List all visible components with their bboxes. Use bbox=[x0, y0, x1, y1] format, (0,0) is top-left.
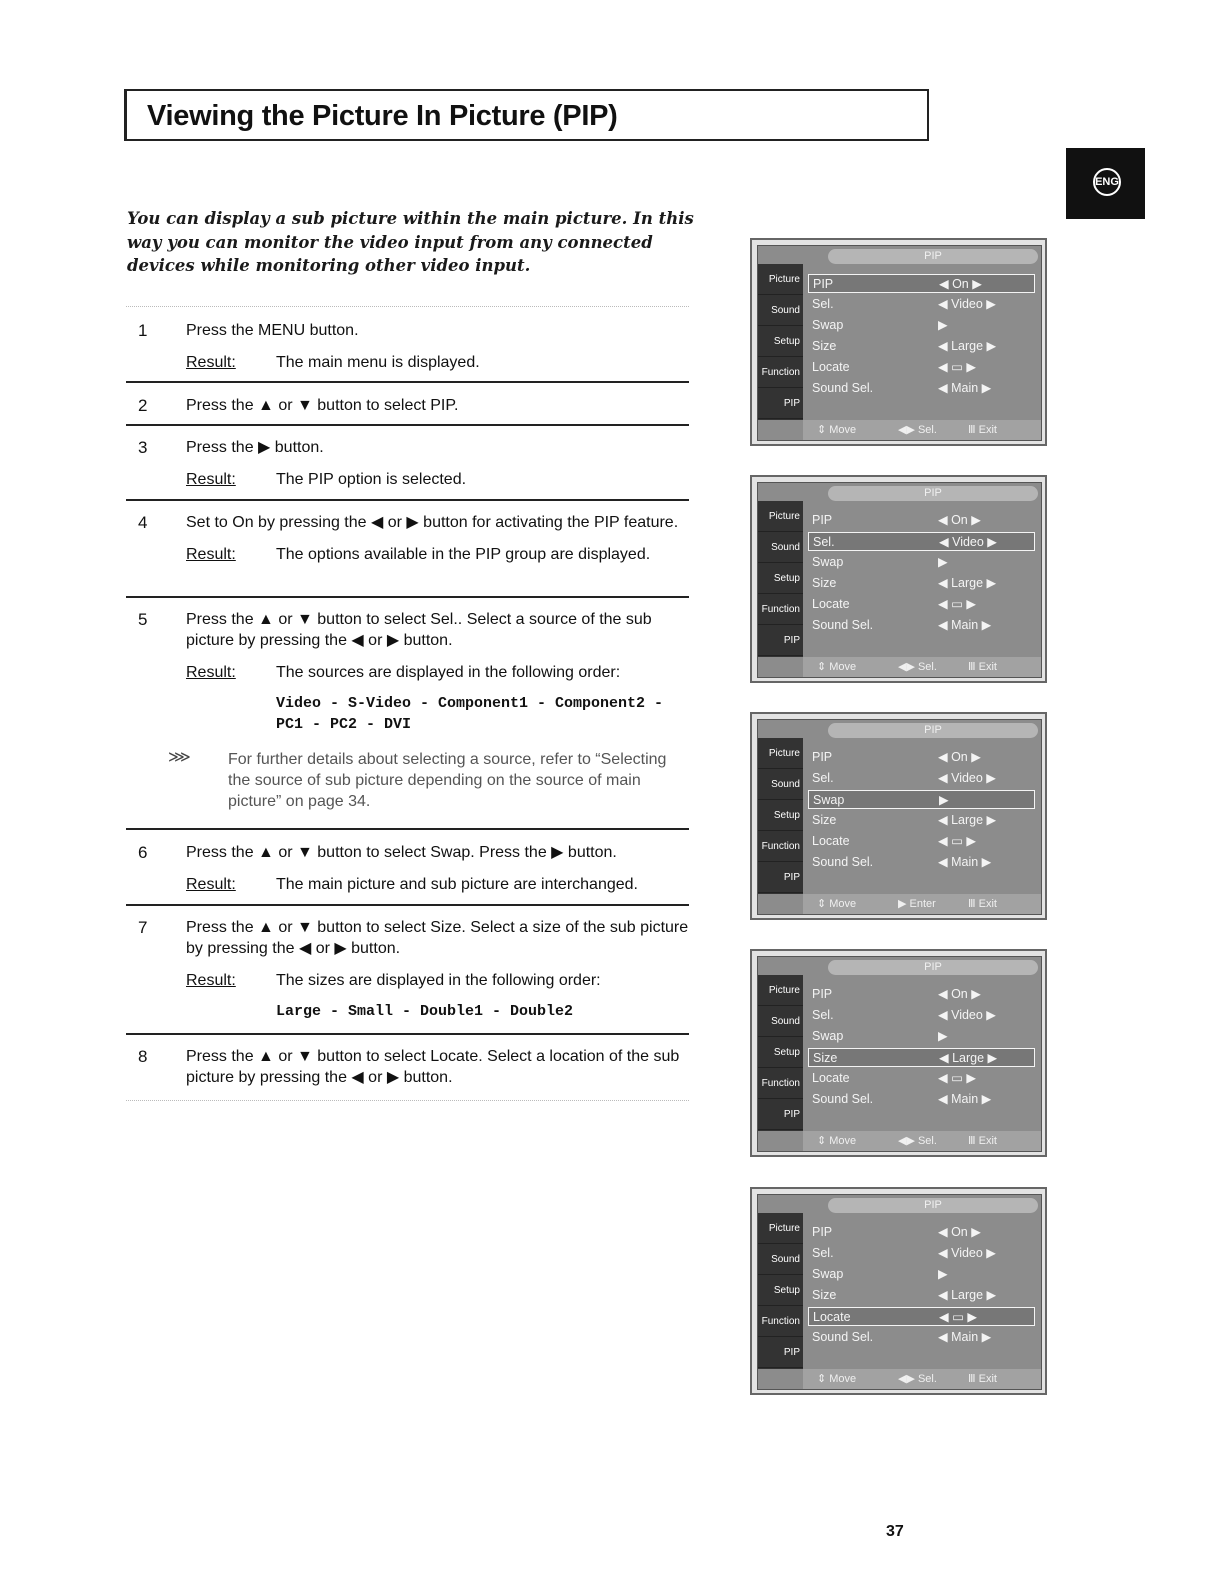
osd-row-label: Size bbox=[812, 576, 837, 590]
osd-menu-row bbox=[808, 511, 1035, 530]
osd-row-label: Locate bbox=[812, 597, 850, 611]
osd-help-item: Ⅲ Exit bbox=[968, 898, 997, 910]
osd-screenshot bbox=[750, 475, 1047, 683]
page-title: Viewing the Picture In Picture (PIP) bbox=[147, 100, 618, 132]
osd-side-tab: Picture bbox=[758, 501, 803, 532]
step-number: 6 bbox=[138, 843, 148, 862]
osd-help-bar bbox=[803, 420, 1041, 440]
intro-text: You can display a sub picture within the main picture. In this way you can monitor the video input from any connected devices while monitoring other video input. bbox=[127, 209, 694, 275]
osd-row-value: ◀ Video ▶ bbox=[938, 771, 996, 785]
osd-menu-row bbox=[808, 358, 1035, 377]
result-text: The main menu is displayed. bbox=[276, 354, 480, 371]
osd-side-tab: Sound bbox=[758, 295, 803, 326]
step-number: 8 bbox=[138, 1047, 148, 1066]
osd-help-item: ⇕ Move bbox=[817, 424, 857, 436]
osd-row-value: ◀ On ▶ bbox=[938, 1225, 981, 1239]
step-result bbox=[186, 874, 689, 895]
osd-row-value: ◀ Main ▶ bbox=[938, 855, 992, 869]
osd-help-item: ◀▶ Sel. bbox=[898, 661, 937, 673]
osd-row-label: Locate bbox=[812, 834, 850, 848]
osd-row-label: Sel. bbox=[812, 1246, 834, 1260]
osd-help-item: ⇕ Move bbox=[817, 1373, 857, 1385]
osd-title: PIP bbox=[828, 249, 1038, 264]
osd-row-value: ◀ Large ▶ bbox=[939, 1051, 998, 1065]
result-text: The sources are displayed in the following order: bbox=[276, 664, 621, 681]
osd-title: PIP bbox=[828, 486, 1038, 501]
osd-menu-row bbox=[808, 1006, 1035, 1025]
osd-side-tab: Function bbox=[758, 1068, 803, 1099]
osd-row-label: Size bbox=[812, 339, 837, 353]
osd-title: PIP bbox=[828, 723, 1038, 738]
osd-menu-row bbox=[808, 295, 1035, 314]
eng-badge: ENG bbox=[1093, 168, 1121, 196]
result-text: The PIP option is selected. bbox=[276, 471, 467, 488]
divider bbox=[126, 424, 689, 426]
osd-menu-row bbox=[808, 616, 1035, 635]
osd-screen bbox=[757, 482, 1042, 678]
osd-menu-row bbox=[808, 769, 1035, 788]
osd-help-item: ▶ Enter bbox=[898, 898, 936, 910]
osd-row-value: ▶ bbox=[939, 793, 949, 807]
page-number: 37 bbox=[886, 1523, 904, 1540]
divider bbox=[126, 828, 689, 830]
step-number: 1 bbox=[138, 321, 148, 340]
osd-help-bar bbox=[803, 1131, 1041, 1151]
language-tab bbox=[1066, 148, 1145, 219]
osd-side-menu bbox=[758, 975, 803, 1131]
osd-row-label: Sound Sel. bbox=[812, 855, 874, 869]
osd-screen bbox=[757, 719, 1042, 915]
osd-row-label: PIP bbox=[812, 513, 833, 527]
step-number: 2 bbox=[138, 396, 148, 415]
osd-side-tab: Picture bbox=[758, 975, 803, 1006]
note-arrow-icon: ⋙ bbox=[168, 749, 191, 766]
osd-row-label: Sound Sel. bbox=[812, 381, 874, 395]
osd-row-label: PIP bbox=[813, 277, 834, 291]
note-text: For further details about selecting a source, refer to “Selecting the source of sub picture depending on the source of main picture” on page 34. bbox=[228, 751, 667, 810]
osd-side-menu bbox=[758, 1213, 803, 1369]
osd-menu-row bbox=[808, 1027, 1035, 1046]
osd-side-tab: Setup bbox=[758, 326, 803, 357]
osd-help-item: ◀▶ Sel. bbox=[898, 424, 937, 436]
osd-menu-row bbox=[808, 1223, 1035, 1242]
osd-title: PIP bbox=[828, 1198, 1038, 1213]
osd-menu-row bbox=[808, 985, 1035, 1004]
osd-menu-row bbox=[808, 379, 1035, 398]
osd-side-tab: Sound bbox=[758, 769, 803, 800]
result-label: Result: bbox=[186, 876, 236, 893]
osd-menu-row bbox=[808, 274, 1035, 293]
result-text: The options available in the PIP group are displayed. bbox=[276, 546, 651, 563]
osd-row-value: ◀ On ▶ bbox=[938, 513, 981, 527]
osd-row-label: Sel. bbox=[813, 535, 835, 549]
step-3 bbox=[126, 437, 689, 490]
divider bbox=[126, 904, 689, 906]
step-6 bbox=[126, 842, 689, 895]
osd-side-tab: Function bbox=[758, 357, 803, 388]
step-text: Press the ▲ or ▼ button to select PIP. bbox=[186, 397, 459, 414]
osd-menu-row bbox=[808, 1265, 1035, 1284]
step-text: Press the ▲ or ▼ button to select Sel.. Select a source of the sub picture by pressing the ◀ or ▶ button. bbox=[186, 611, 652, 649]
osd-row-label: Sel. bbox=[812, 771, 834, 785]
osd-screen bbox=[757, 245, 1042, 441]
osd-side-tab: Setup bbox=[758, 800, 803, 831]
osd-menu-row bbox=[808, 316, 1035, 335]
osd-help-bar bbox=[803, 1369, 1041, 1389]
osd-menu-row bbox=[808, 1069, 1035, 1088]
osd-row-value: ◀ ▭ ▶ bbox=[938, 597, 976, 611]
step-8 bbox=[126, 1046, 689, 1088]
osd-row-label: Size bbox=[813, 1051, 838, 1065]
osd-side-tab: Function bbox=[758, 594, 803, 625]
osd-row-value: ◀ ▭ ▶ bbox=[938, 834, 976, 848]
osd-side-tab: Sound bbox=[758, 1244, 803, 1275]
title-box bbox=[124, 89, 929, 141]
step-number: 7 bbox=[138, 918, 148, 937]
step-4 bbox=[126, 512, 689, 565]
osd-row-label: Sound Sel. bbox=[812, 618, 874, 632]
osd-side-tab: PIP bbox=[758, 862, 803, 893]
osd-side-tab: Setup bbox=[758, 1037, 803, 1068]
osd-row-label: Sel. bbox=[812, 1008, 834, 1022]
osd-row-value: ◀ On ▶ bbox=[939, 277, 982, 291]
step-result bbox=[186, 970, 689, 991]
osd-help-item: ⇕ Move bbox=[817, 661, 857, 673]
osd-row-value: ▶ bbox=[938, 1267, 948, 1281]
osd-row-label: Locate bbox=[812, 1071, 850, 1085]
osd-menu-row bbox=[808, 574, 1035, 593]
osd-title: PIP bbox=[828, 960, 1038, 975]
step-text: Set to On by pressing the ◀ or ▶ button for activating the PIP feature. bbox=[186, 514, 679, 531]
step-7 bbox=[126, 917, 689, 1022]
osd-screen bbox=[757, 1194, 1042, 1390]
step-text: Press the ▶ button. bbox=[186, 439, 324, 456]
step-number: 5 bbox=[138, 610, 148, 629]
osd-menu-row bbox=[808, 1090, 1035, 1109]
osd-row-value: ◀ Large ▶ bbox=[938, 813, 997, 827]
osd-side-tab: Function bbox=[758, 831, 803, 862]
osd-menu-row bbox=[808, 1328, 1035, 1347]
osd-row-label: PIP bbox=[812, 750, 833, 764]
result-label: Result: bbox=[186, 471, 236, 488]
divider bbox=[126, 381, 689, 383]
osd-row-value: ▶ bbox=[938, 1029, 948, 1043]
osd-row-value: ◀ Main ▶ bbox=[938, 381, 992, 395]
osd-row-label: Swap bbox=[813, 793, 845, 807]
osd-screenshot bbox=[750, 238, 1047, 446]
osd-menu-row bbox=[808, 811, 1035, 830]
osd-row-value: ◀ On ▶ bbox=[938, 987, 981, 1001]
step-text: Press the ▲ or ▼ button to select Locate. Select a location of the sub picture by pressing the ◀ or ▶ button. bbox=[186, 1048, 680, 1086]
divider bbox=[126, 1100, 689, 1101]
osd-row-value: ◀ Main ▶ bbox=[938, 1330, 992, 1344]
step-2 bbox=[126, 395, 689, 416]
osd-help-bar bbox=[803, 894, 1041, 914]
osd-row-label: Sound Sel. bbox=[812, 1092, 874, 1106]
osd-row-value: ◀ ▭ ▶ bbox=[938, 1071, 976, 1085]
osd-row-label: Sel. bbox=[812, 297, 834, 311]
osd-help-item: Ⅲ Exit bbox=[968, 661, 997, 673]
osd-row-value: ◀ Video ▶ bbox=[938, 1008, 996, 1022]
osd-help-item: Ⅲ Exit bbox=[968, 1373, 997, 1385]
osd-screenshot bbox=[750, 712, 1047, 920]
osd-menu-row bbox=[808, 1048, 1035, 1067]
step-result bbox=[186, 352, 689, 373]
osd-side-tab: Sound bbox=[758, 532, 803, 563]
osd-menu-row bbox=[808, 532, 1035, 551]
result-label: Result: bbox=[186, 664, 236, 681]
step-result bbox=[186, 469, 689, 490]
osd-row-value: ◀ On ▶ bbox=[938, 750, 981, 764]
osd-row-value: ◀ Large ▶ bbox=[938, 1288, 997, 1302]
osd-row-label: Swap bbox=[812, 1029, 844, 1043]
step-text: Press the ▲ or ▼ button to select Size. Select a size of the sub picture by pressing the ◀ or ▶ button. bbox=[186, 919, 689, 957]
osd-side-menu bbox=[758, 501, 803, 657]
divider bbox=[126, 306, 689, 307]
note bbox=[168, 749, 689, 812]
source-order: Video - S-Video - Component1 - Component2 - PC1 - PC2 - DVI bbox=[276, 695, 664, 733]
osd-row-label: Swap bbox=[812, 318, 844, 332]
result-label: Result: bbox=[186, 972, 236, 989]
osd-row-label: Locate bbox=[813, 1310, 851, 1324]
osd-help-item: ⇕ Move bbox=[817, 1135, 857, 1147]
osd-side-tab: Picture bbox=[758, 1213, 803, 1244]
size-order: Large - Small - Double1 - Double2 bbox=[276, 1003, 574, 1020]
osd-side-menu bbox=[758, 738, 803, 894]
osd-side-tab: Setup bbox=[758, 563, 803, 594]
osd-row-value: ◀ Large ▶ bbox=[938, 339, 997, 353]
osd-side-menu bbox=[758, 264, 803, 420]
osd-row-label: PIP bbox=[812, 1225, 833, 1239]
osd-side-tab: PIP bbox=[758, 625, 803, 656]
osd-help-item: ◀▶ Sel. bbox=[898, 1135, 937, 1147]
osd-help-item: Ⅲ Exit bbox=[968, 424, 997, 436]
step-text: Press the MENU button. bbox=[186, 322, 359, 339]
osd-row-value: ▶ bbox=[938, 555, 948, 569]
osd-row-value: ◀ Video ▶ bbox=[938, 297, 996, 311]
step-number: 3 bbox=[138, 438, 148, 457]
divider bbox=[126, 596, 689, 598]
osd-side-tab: Picture bbox=[758, 738, 803, 769]
osd-row-value: ◀ Video ▶ bbox=[938, 1246, 996, 1260]
step-result bbox=[186, 544, 689, 565]
osd-menu-row bbox=[808, 337, 1035, 356]
divider bbox=[126, 499, 689, 501]
result-text: The sizes are displayed in the following order: bbox=[276, 972, 601, 989]
step-5 bbox=[126, 609, 689, 812]
osd-row-value: ◀ ▭ ▶ bbox=[938, 360, 976, 374]
osd-row-value: ◀ Main ▶ bbox=[938, 618, 992, 632]
result-label: Result: bbox=[186, 546, 236, 563]
step-1 bbox=[126, 320, 689, 373]
osd-row-value: ◀ Video ▶ bbox=[939, 535, 997, 549]
osd-row-value: ◀ ▭ ▶ bbox=[939, 1310, 977, 1324]
osd-screenshot bbox=[750, 949, 1047, 1157]
osd-row-value: ◀ Main ▶ bbox=[938, 1092, 992, 1106]
divider bbox=[126, 1033, 689, 1035]
osd-row-value: ▶ bbox=[938, 318, 948, 332]
osd-side-tab: Sound bbox=[758, 1006, 803, 1037]
osd-row-label: Swap bbox=[812, 1267, 844, 1281]
step-number: 4 bbox=[138, 513, 148, 532]
osd-side-tab: Picture bbox=[758, 264, 803, 295]
osd-row-label: Size bbox=[812, 813, 837, 827]
osd-side-tab: Setup bbox=[758, 1275, 803, 1306]
osd-menu-row bbox=[808, 1307, 1035, 1326]
osd-help-item: ⇕ Move bbox=[817, 898, 857, 910]
osd-screenshot bbox=[750, 1187, 1047, 1395]
osd-help-item: Ⅲ Exit bbox=[968, 1135, 997, 1147]
osd-menu-row bbox=[808, 595, 1035, 614]
result-label: Result: bbox=[186, 354, 236, 371]
osd-side-tab: Function bbox=[758, 1306, 803, 1337]
osd-row-label: Locate bbox=[812, 360, 850, 374]
osd-row-label: Sound Sel. bbox=[812, 1330, 874, 1344]
osd-side-tab: PIP bbox=[758, 388, 803, 419]
step-result bbox=[186, 662, 689, 683]
osd-side-tab: PIP bbox=[758, 1099, 803, 1130]
osd-side-tab: PIP bbox=[758, 1337, 803, 1368]
osd-menu-row bbox=[808, 553, 1035, 572]
osd-menu-row bbox=[808, 1286, 1035, 1305]
osd-menu-row bbox=[808, 853, 1035, 872]
osd-menu-row bbox=[808, 790, 1035, 809]
osd-screen bbox=[757, 956, 1042, 1152]
osd-row-label: Swap bbox=[812, 555, 844, 569]
osd-help-bar bbox=[803, 657, 1041, 677]
osd-menu-row bbox=[808, 1244, 1035, 1263]
osd-menu-row bbox=[808, 748, 1035, 767]
osd-menu-row bbox=[808, 832, 1035, 851]
osd-row-value: ◀ Large ▶ bbox=[938, 576, 997, 590]
osd-row-label: Size bbox=[812, 1288, 837, 1302]
osd-help-item: ◀▶ Sel. bbox=[898, 1373, 937, 1385]
step-text: Press the ▲ or ▼ button to select Swap. Press the ▶ button. bbox=[186, 844, 617, 861]
result-text: The main picture and sub picture are interchanged. bbox=[276, 876, 638, 893]
osd-row-label: PIP bbox=[812, 987, 833, 1001]
